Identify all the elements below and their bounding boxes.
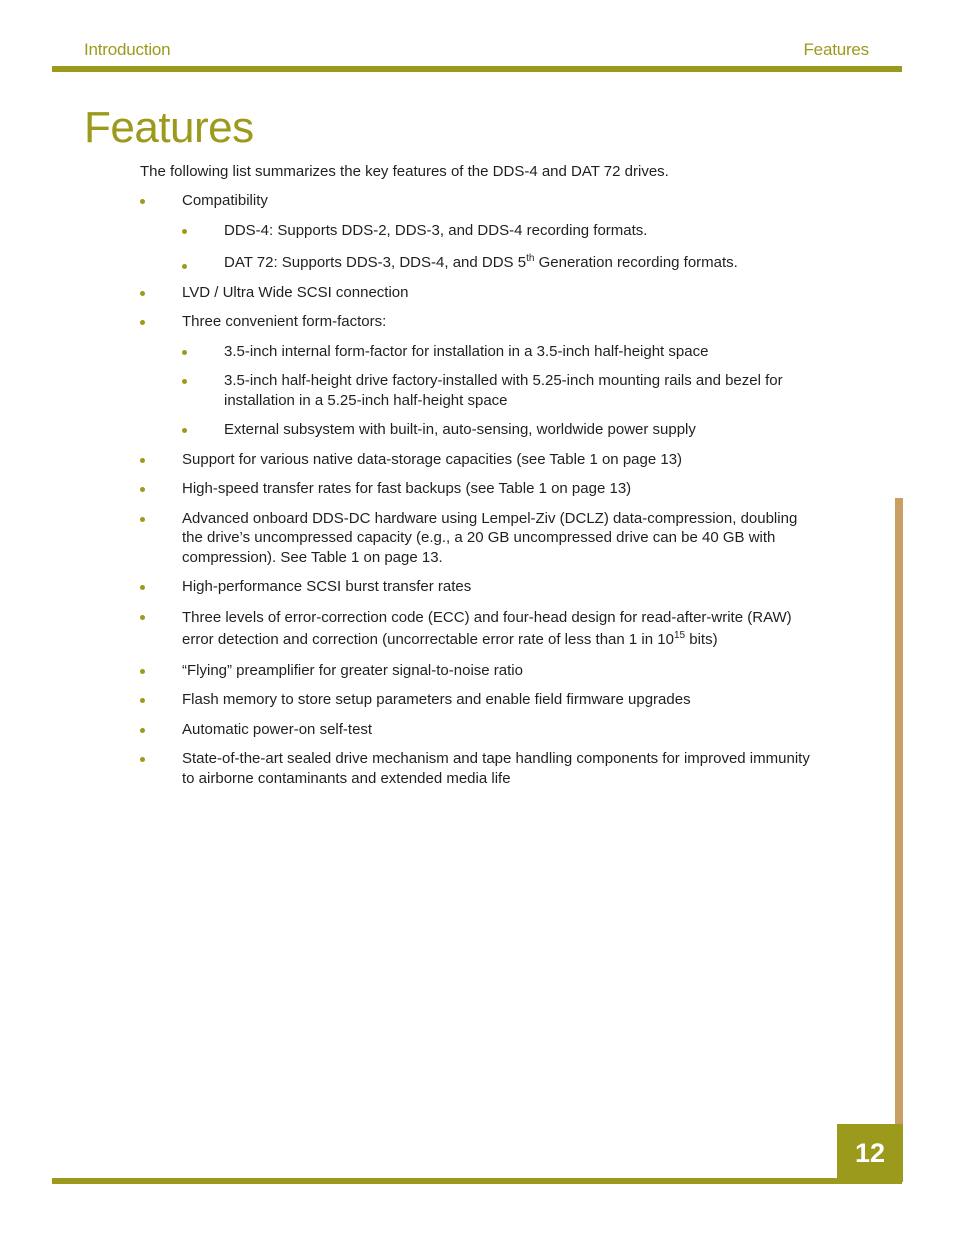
page-title: Features (84, 103, 254, 152)
list-item-text: Support for various native data-storage capacities (see Table 1 on page 13) (182, 450, 683, 468)
bullet-icon (140, 199, 145, 204)
sub-list-item (182, 420, 820, 440)
list-item (140, 690, 820, 710)
list-item (140, 283, 820, 303)
list-item-text: 3.5-inch internal form-factor for installation in a 3.5-inch half-height space (224, 342, 709, 360)
bullet-icon (140, 517, 145, 522)
page-number: 12 (837, 1124, 903, 1182)
list-item-text: Automatic power-on self-test (182, 720, 373, 738)
text-part: Three levels of error-correction code (ECC) and four-head design for read-after-write (RAW) error detection and correction (uncorrectable error rate of less than 1 in 10 (182, 608, 792, 648)
bullet-icon (140, 669, 145, 674)
list-item-text: Three convenient form-factors: (182, 313, 387, 330)
bullet-icon (140, 320, 145, 325)
text-part: Generation recording formats. (534, 254, 738, 271)
bullet-icon (140, 757, 145, 762)
list-item (140, 191, 820, 273)
bullet-icon (140, 291, 145, 296)
list-item (140, 577, 820, 597)
list-item-text: High-performance SCSI burst transfer rates (182, 578, 472, 595)
list-item (140, 509, 820, 568)
list-item (140, 749, 820, 788)
list-item-text: High-speed transfer rates for fast backups (see Table 1 on page 13) (182, 480, 632, 497)
header-topic: Features (803, 40, 869, 59)
side-tab-bar (895, 498, 903, 1124)
text-part: bits) (685, 630, 718, 648)
bullet-icon (140, 458, 145, 463)
sub-list-item (182, 371, 820, 410)
list-item-text: DDS-4: Supports DDS-2, DDS-3, and DDS-4 recording formats. (224, 221, 648, 239)
list-item-text (182, 609, 792, 648)
footer-rule (52, 1178, 902, 1184)
bullet-icon (182, 350, 187, 355)
list-item (140, 479, 820, 499)
sub-list (182, 221, 820, 273)
feature-list (140, 191, 820, 798)
header-rule (52, 66, 902, 72)
bullet-icon (182, 428, 187, 433)
sub-list-item (182, 221, 820, 241)
text-part: DAT 72: Supports DDS-3, DDS-4, and DDS 5 (224, 254, 527, 271)
list-item (140, 312, 820, 440)
bullet-icon (140, 615, 145, 620)
list-item-text: Compatibility (182, 192, 268, 209)
bullet-icon (140, 698, 145, 703)
bullet-icon (140, 728, 145, 733)
list-item (140, 720, 820, 740)
bullet-icon (140, 487, 145, 492)
superscript: 15 (673, 629, 686, 641)
list-item-text: Advanced onboard DDS-DC hardware using Lempel-Ziv (DCLZ) data-compression, doubling the drive’s uncompressed capacity (e.g., a 20 GB uncompressed drive can be 40 GB with compression). See Table 1 on page 13. (182, 509, 798, 566)
list-item-text: Flash memory to store setup parameters and enable field firmware upgrades (182, 691, 691, 708)
sub-list (182, 342, 820, 440)
list-item-text: External subsystem with built-in, auto-sensing, worldwide power supply (224, 421, 696, 438)
sub-list-item (182, 342, 820, 362)
sub-list-item (182, 253, 820, 273)
list-item (140, 661, 820, 681)
intro-paragraph: The following list summarizes the key features of the DDS-4 and DAT 72 drives. (140, 163, 669, 180)
list-item-text: 3.5-inch half-height drive factory-installed with 5.25-inch mounting rails and bezel for installation in a 5.25-inch half-height space (224, 372, 783, 409)
list-item (140, 607, 820, 651)
list-item-text (224, 254, 738, 271)
header-section: Introduction (84, 40, 171, 59)
list-item-text: LVD / Ultra Wide SCSI connection (182, 283, 409, 301)
bullet-icon (140, 585, 145, 590)
list-item-text: “Flying” preamplifier for greater signal-to-noise ratio (182, 661, 523, 679)
list-item-text: State-of-the-art sealed drive mechanism and tape handling components for improved immunity to airborne contaminants and extended media life (182, 750, 810, 787)
bullet-icon (182, 264, 187, 269)
bullet-icon (182, 229, 187, 234)
list-item (140, 450, 820, 470)
superscript: th (526, 253, 535, 264)
bullet-icon (182, 379, 187, 384)
